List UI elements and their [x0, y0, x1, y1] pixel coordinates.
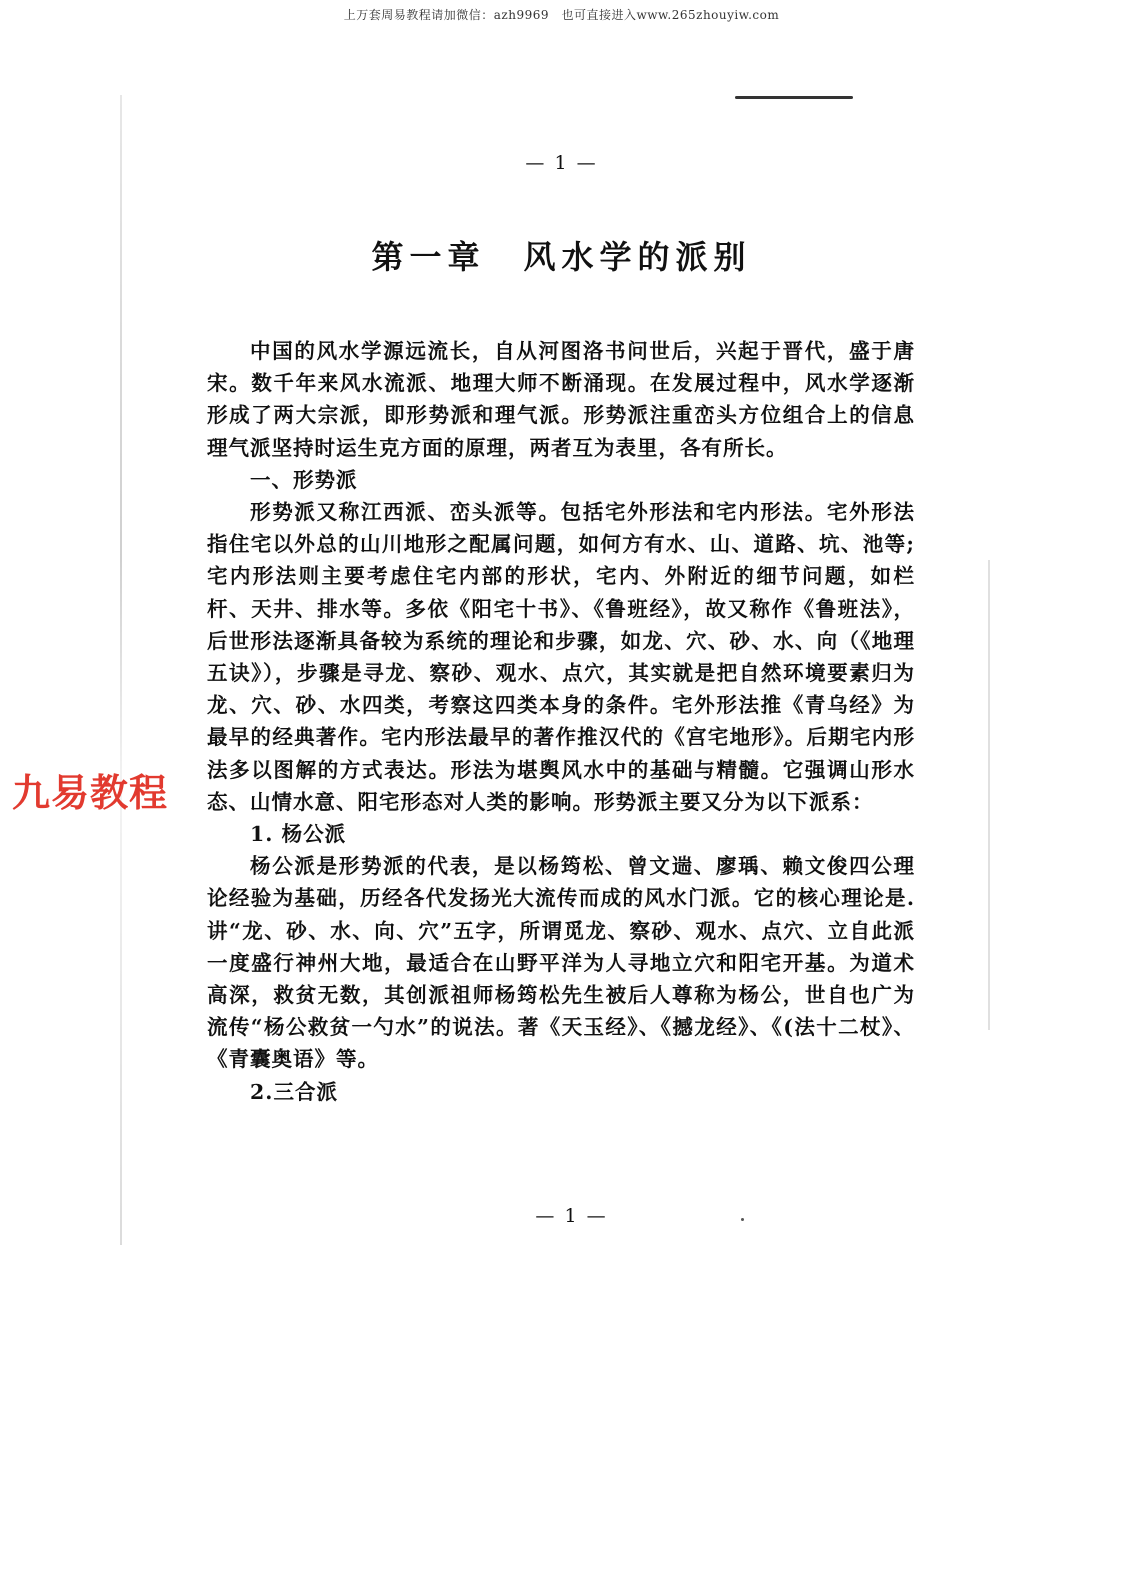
chapter-title: 第一章 风水学的派别	[371, 238, 752, 276]
body-text	[207, 335, 915, 1108]
sub2-heading: 2.三合派	[250, 1079, 338, 1104]
sub1-heading: 1. 杨公派	[250, 822, 347, 847]
watermark-logo: 九易教程	[12, 771, 169, 815]
scan-speck	[741, 1218, 744, 1221]
page-number-top: — 1 —	[525, 152, 598, 174]
intro-paragraph: 中国的风水学源远流长，自从河图洛书问世后，兴起于晋代，盛于唐宋。数千年来风水流派、地理大师不断涌现。在发展过程中，风水学逐渐形成了两大宗派，即形势派和理气派。形势派注重峦头方位组合上的信息理气派坚持时运生克方面的原理，两者互为表里，各有所长。	[207, 339, 915, 460]
page-number-bottom: — 1 —	[535, 1205, 608, 1227]
scan-edge-right	[988, 560, 990, 1030]
section1-heading: 一、形势派	[250, 467, 358, 492]
sub1-paragraph: 杨公派是形势派的代表，是以杨筠松、曾文遄、廖瑀、赖文俊四公理论经验为基础，历经各代发扬光大流传而成的风水门派。它的核心理论是.讲“龙、砂、水、向、穴”五字，所谓觅龙、察砂、观水、点穴、立自此派一度盛行神州大地，最适合在山野平洋为人寻地立穴和阳宅开基。为道术高深，救贫无数，其创派祖师杨筠松先生被后人尊称为杨公，世自也广为流传“杨公救贫一勺水”的说法。著《天玉经》、《撼龙经》、《(法十二杖》、《青囊奥语》等。	[207, 854, 915, 1072]
section1-paragraph: 形势派又称江西派、峦头派等。包括宅外形法和宅内形法。宅外形法指住宅以外总的山川地形之配属问题，如何方有水、山、道路、坑、池等;宅内形法则主要考虑住宅内部的形状，宅内、外附近的细节问题，如栏杆、天井、排水等。多依《阳宅十书》、《鲁班经》，故又称作《鲁班法》，后世形法逐渐具备较为系统的理论和步骤，如龙、穴、砂、水、向（《地理五诀》），步骤是寻龙、察砂、观水、点穴，其实就是把自然环境要素归为龙、穴、砂、水四类，考察这四类本身的条件。宅外形法推《青乌经》为最早的经典著作。宅内形法最早的著作推汉代的《宫宅地形》。后期宅内形法多以图解的方式表达。形法为堪舆风水中的基础与精髓。它强调山形水态、山情水意、阳宅形态对人类的影响。形势派主要又分为以下派系：	[207, 500, 915, 814]
top-rule	[735, 96, 853, 99]
header-note: 上万套周易教程请加微信：azh9969 也可直接进入www.265zhouyiw.com	[343, 8, 780, 22]
